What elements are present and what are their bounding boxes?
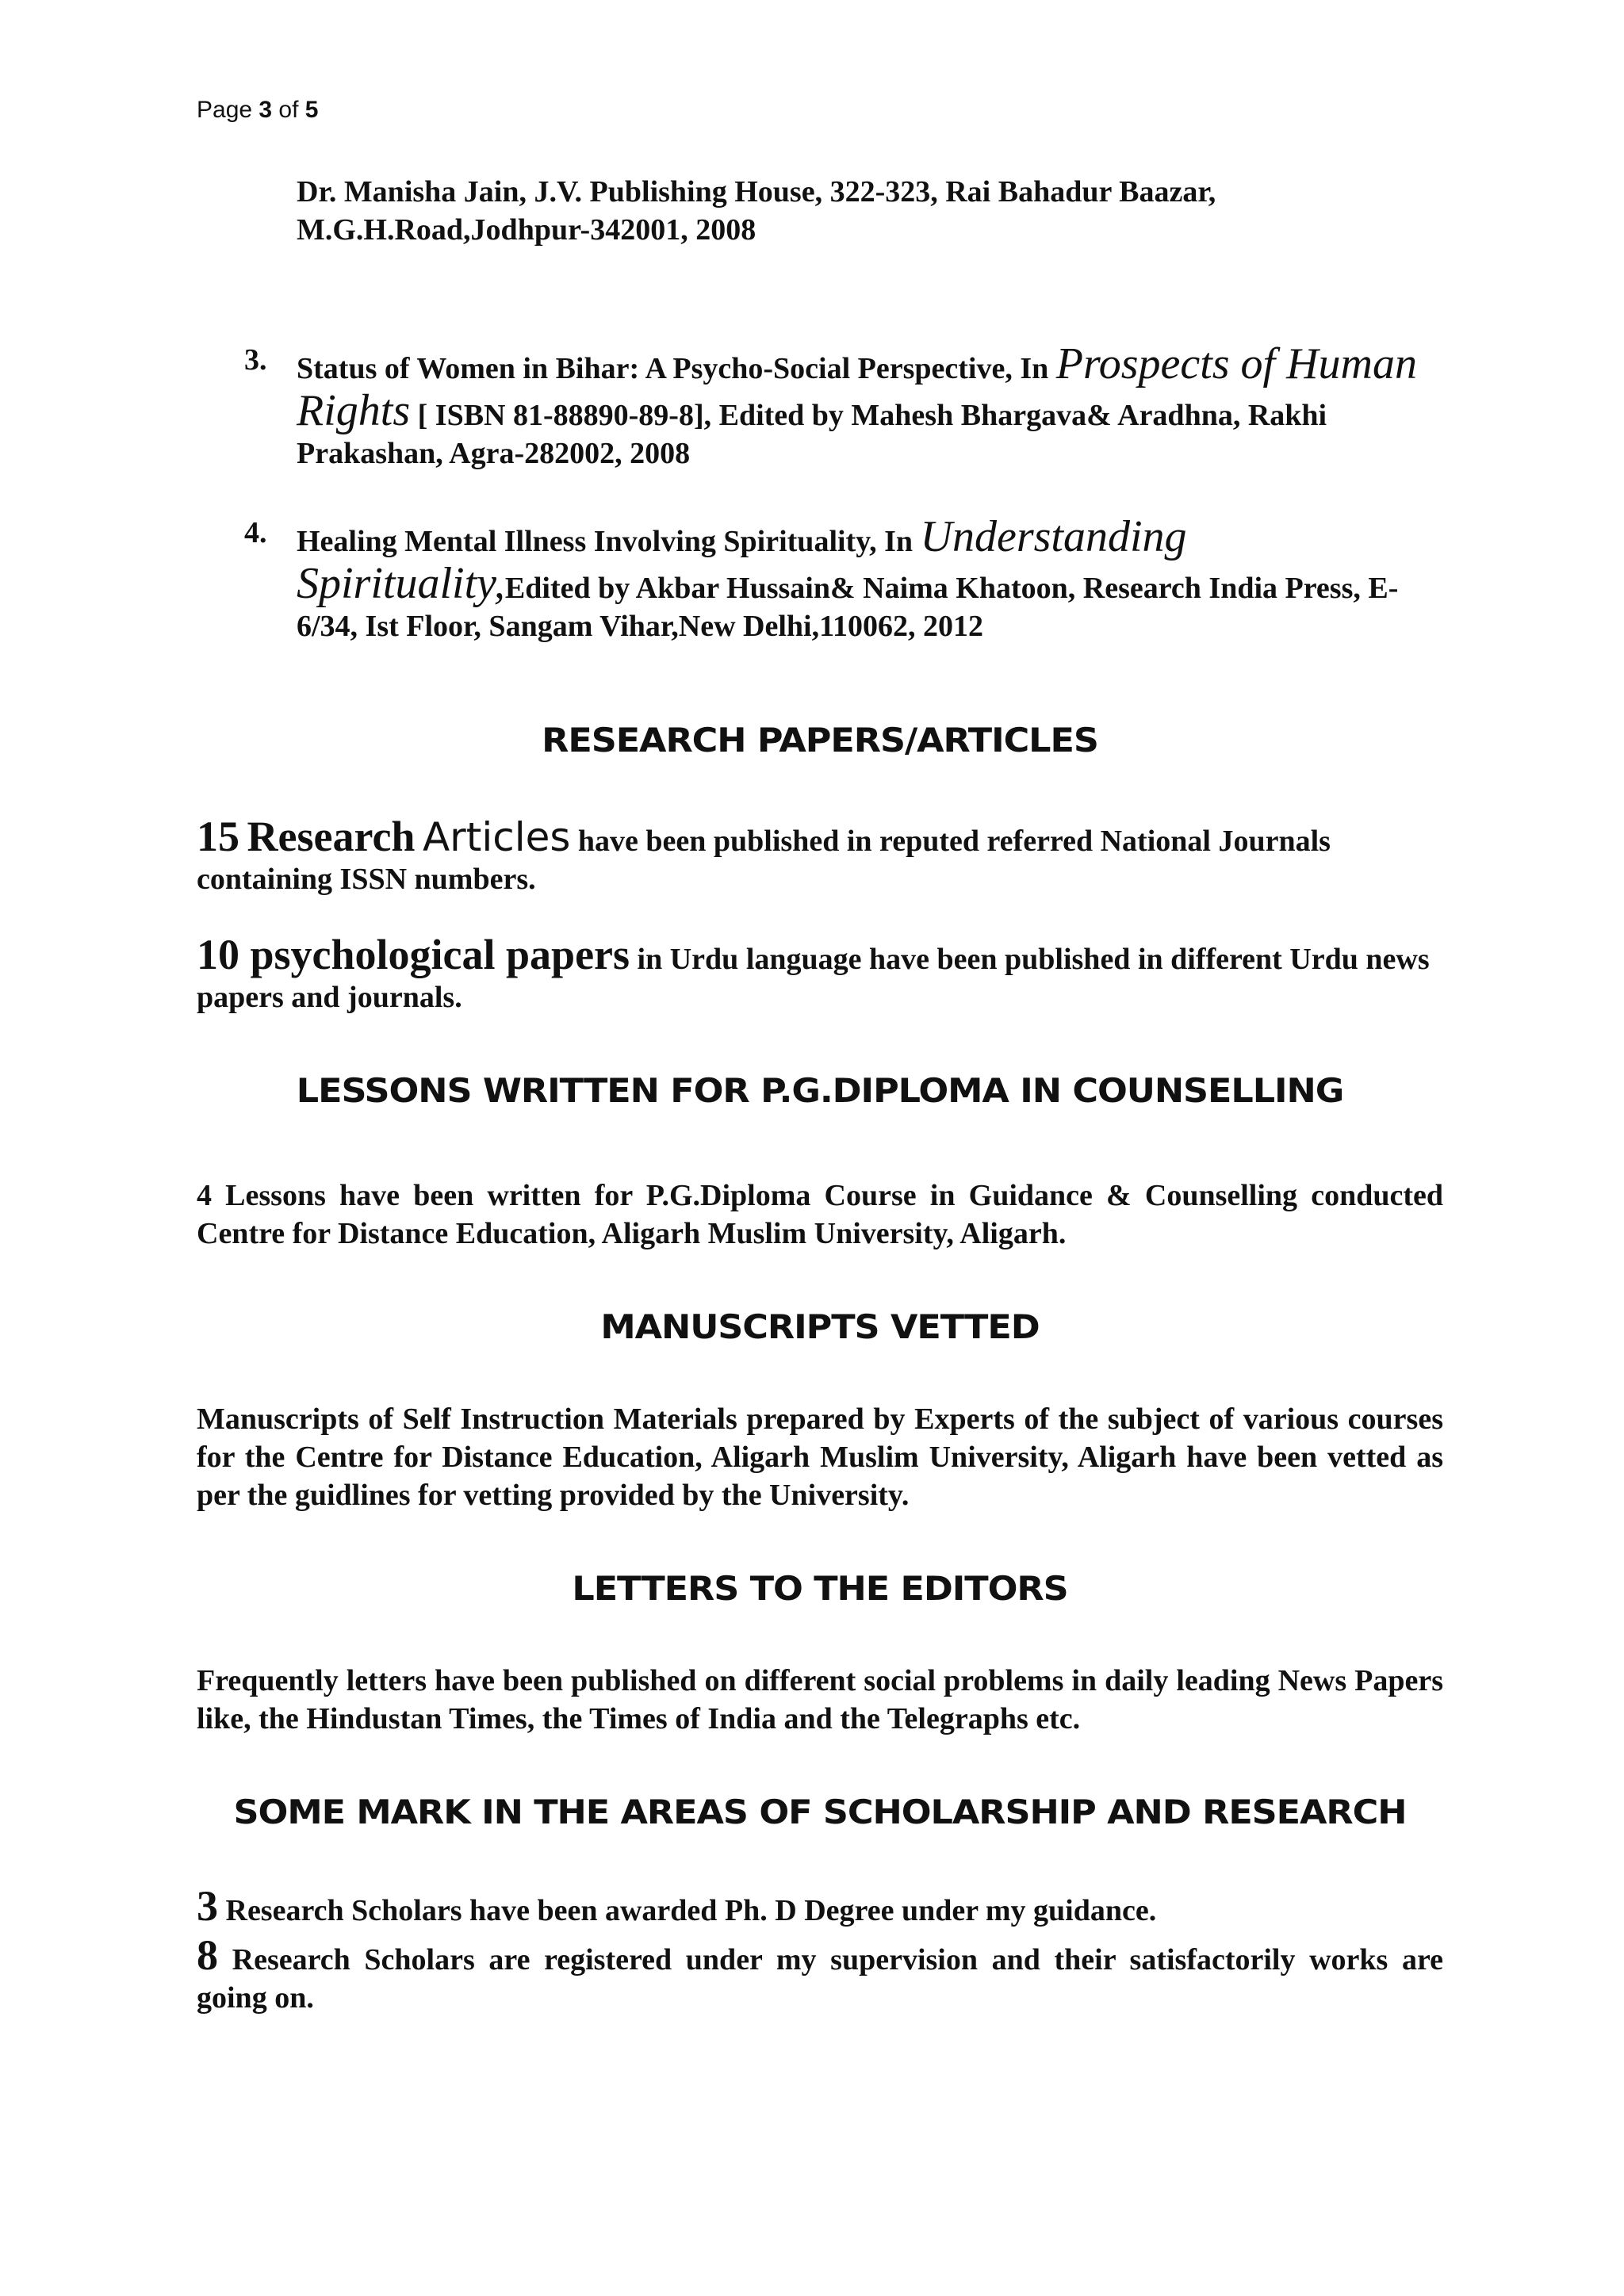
page-number: Page 3 of 5 [197, 97, 319, 123]
book-title: Understanding Spirituality, [297, 512, 1187, 608]
publication-entry-4 [197, 514, 1443, 645]
publication-entry-3 [197, 341, 1443, 473]
book-title: Prospects of Human Rights [297, 339, 1417, 435]
section-heading-research: RESEARCH PAPERS/ARTICLES [542, 721, 1098, 760]
entry-text: Healing Mental Illness Involving Spirituality, In Understanding Spirituality,Edited by Akbar Hussain& Naima Khatoon, Research India Press, E-6/34, Ist Floor, Sangam Vihar,New Delhi,110062, 2012 [297, 512, 1399, 643]
research-articles-paragraph: 15 Research Articles have been published in reputed referred National Journals containing ISSN numbers. [197, 813, 1331, 896]
page-current: 3 [259, 97, 273, 123]
section-heading-letters: LETTERS TO THE EDITORS [572, 1569, 1068, 1608]
scholars-registered-line: 8 Research Scholars are registered under my supervision and their satisfactorily works are going on. [197, 1931, 1444, 2015]
section-heading-manuscripts: MANUSCRIPTS VETTED [600, 1307, 1040, 1346]
awarded-count: 3 [197, 1882, 218, 1930]
section-heading-scholarship: SOME MARK IN THE AREAS OF SCHOLARSHIP AND RESEARCH [233, 1793, 1407, 1831]
articles-count: 15 [197, 813, 239, 860]
manuscripts-paragraph: Manuscripts of Self Instruction Materials prepared by Experts of the subject of various courses for the Centre for Distance Education, Aligarh Muslim University, Aligarh have been vetted as per the guidlines for vetting provided by the University. [197, 1402, 1443, 1512]
entry-text: Status of Women in Bihar: A Psycho-Social Perspective, In Prospects of Human Rights [ ISBN 81-88890-89-8], Edited by Mahesh Bhargava& Aradhna, Rakhi Prakashan, Agra-282002, 2008 [297, 339, 1417, 470]
scholars-awarded-line: 3 Research Scholars have been awarded Ph. D Degree under my guidance. [197, 1882, 1157, 1930]
page-total: 5 [304, 97, 319, 123]
letters-paragraph: Frequently letters have been published on different social problems in daily leading News Papers like, the Hindustan Times, the Times of India and the Telegraphs etc. [197, 1664, 1443, 1735]
urdu-papers-paragraph: 10 psychological papers in Urdu language have been published in different Urdu news papers and journals. [197, 931, 1430, 1014]
section-heading-lessons: LESSONS WRITTEN FOR P.G.DIPLOMA IN COUNSELLING [296, 1071, 1344, 1110]
document-body [197, 173, 1443, 2052]
continued-entry: Dr. Manisha Jain, J.V. Publishing House, 322-323, Rai Bahadur Baazar, M.G.H.Road,Jodhpur-342001, 2008 [297, 175, 1216, 247]
papers-count: 10 psychological papers [197, 931, 630, 978]
entry-number: 3. [244, 343, 267, 377]
lessons-paragraph: 4 Lessons have been written for P.G.Diploma Course in Guidance & Counselling conducted Centre for Distance Education, Aligarh Muslim University, Aligarh. [197, 1179, 1443, 1250]
entry-number: 4. [244, 516, 267, 549]
registered-count: 8 [197, 1931, 218, 1979]
